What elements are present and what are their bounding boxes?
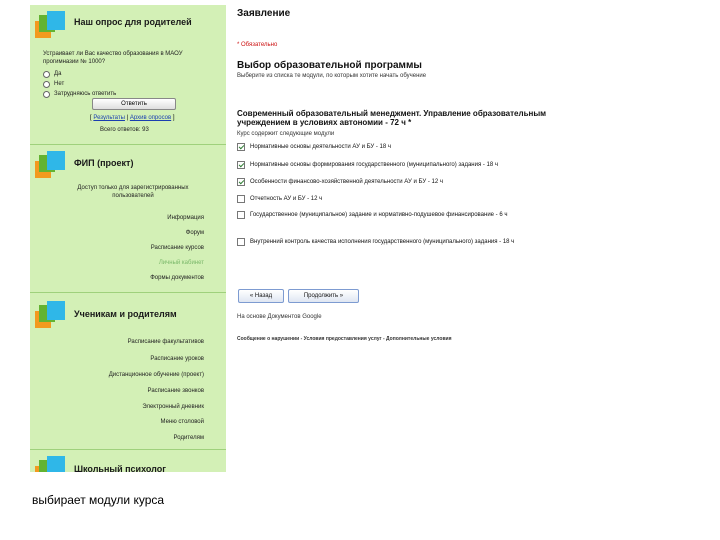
module-option[interactable] xyxy=(237,238,602,247)
module-option-label: Отчетность АУ и БУ - 12 ч xyxy=(250,196,323,202)
students-item-bells[interactable]: Расписание звонков xyxy=(147,388,204,394)
school-title[interactable]: Школьный психолог xyxy=(74,464,166,472)
checkbox-icon[interactable] xyxy=(237,161,245,169)
fip-item-info[interactable]: Информация xyxy=(167,215,204,221)
fip-item-cabinet[interactable]: Личный кабинет xyxy=(158,260,204,266)
module-option[interactable] xyxy=(237,143,602,152)
module-option-label: Нормативные основы деятельности АУ и БУ - 18 ч xyxy=(250,144,392,150)
question-subtitle: Курс содержит следующие модули xyxy=(237,131,335,137)
divider xyxy=(30,292,226,293)
poll-option-no[interactable]: Нет xyxy=(43,80,64,88)
section-title: Выбор образовательной программы xyxy=(237,60,422,71)
fip-item-forum[interactable]: Форум xyxy=(185,230,204,236)
checkbox-icon[interactable] xyxy=(237,143,245,151)
fip-item-schedule[interactable]: Расписание курсов xyxy=(150,245,204,251)
poll-vote-button[interactable]: Ответить xyxy=(92,98,176,110)
section-hint: Выберите из списка те модули, по которым хотите начать обучение xyxy=(237,73,427,79)
checkbox-icon[interactable] xyxy=(237,178,245,186)
radio-icon[interactable] xyxy=(43,81,50,88)
caption: выбирает модули курса xyxy=(32,493,165,507)
checkbox-icon[interactable] xyxy=(237,195,245,203)
poll-question: Устраивает ли Вас качество образования в МАОУ прогимназии № 1000? xyxy=(43,51,183,65)
site-logo-icon xyxy=(35,7,69,41)
back-button[interactable]: « Назад xyxy=(238,289,284,303)
students-item-parents[interactable]: Родителям xyxy=(173,435,204,441)
powered-by: На основе Документов Google xyxy=(237,314,322,320)
students-item-menu[interactable]: Меню столовой xyxy=(160,419,204,425)
module-option-label: Особенности финансово-хозяйственной деятельности АУ и БУ - 12 ч xyxy=(250,179,443,185)
module-option[interactable] xyxy=(237,211,602,220)
poll-total-votes: Всего ответов: 93 xyxy=(100,127,149,133)
fip-title: ФИП (проект) xyxy=(74,158,134,168)
sidebar xyxy=(30,5,226,472)
students-item-lessons[interactable]: Расписание уроков xyxy=(150,356,204,362)
students-item-distance[interactable]: Дистанционное обучение (проект) xyxy=(108,372,204,378)
students-title: Ученикам и родителям xyxy=(74,309,177,319)
checkbox-icon[interactable] xyxy=(237,211,245,219)
site-logo-icon xyxy=(35,147,69,181)
poll-results-link[interactable]: Результаты xyxy=(93,115,125,121)
poll-archive-link[interactable]: Архив опросов xyxy=(129,115,172,121)
continue-button[interactable]: Продолжить » xyxy=(288,289,359,303)
question-title: Современный образовательный менеджмент. Управление образовательным учреждением в условиях автономии - 72 ч * xyxy=(237,109,547,127)
module-option-label: Государственное (муниципальное) задание и нормативно-подушевое финансирование - 6 ч xyxy=(250,212,508,218)
radio-icon[interactable] xyxy=(43,91,50,98)
fip-note: Доступ только для зарегистрированных пользователей xyxy=(77,185,189,199)
students-item-electives[interactable]: Расписание факультативов xyxy=(127,339,204,345)
form-title: Заявление xyxy=(237,8,291,19)
footer-links[interactable]: Сообщение о нарушении - Условия предоставления услуг - Дополнительные условия xyxy=(237,336,452,342)
module-option[interactable] xyxy=(237,178,602,187)
required-note: * Обязательно xyxy=(237,42,278,48)
fip-item-forms[interactable]: Формы документов xyxy=(150,275,204,281)
poll-links: [ Результаты | Архив опросов ] xyxy=(90,115,175,121)
poll-title: Наш опрос для родителей xyxy=(74,17,192,27)
students-item-diary[interactable]: Электронный дневник xyxy=(142,404,204,410)
module-option-label: Внутренний контроль качества исполнения государственного (муниципального) задания - 18 ч xyxy=(250,239,515,245)
divider xyxy=(30,449,226,450)
site-logo-icon xyxy=(35,297,69,331)
radio-icon[interactable] xyxy=(43,71,50,78)
site-logo-icon xyxy=(35,452,69,472)
module-option[interactable] xyxy=(237,195,602,204)
module-option[interactable] xyxy=(237,161,602,170)
divider xyxy=(30,144,226,145)
poll-option-unsure[interactable]: Затрудняюсь ответить xyxy=(43,90,116,98)
checkbox-icon[interactable] xyxy=(237,238,245,246)
poll-option-yes[interactable]: Да xyxy=(43,70,61,78)
module-option-label: Нормативные основы формирования государственного (муниципального) задания - 18 ч xyxy=(250,162,499,168)
